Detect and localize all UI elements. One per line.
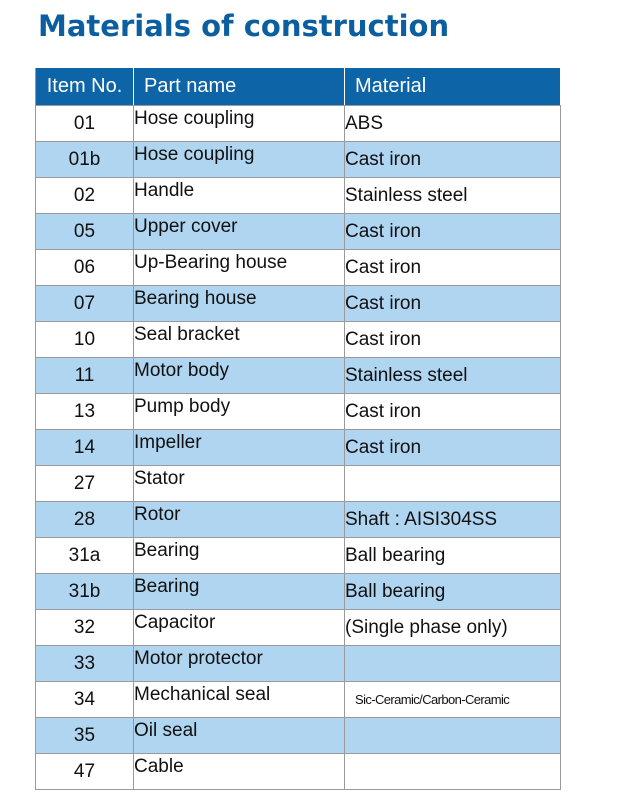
table-row [36, 610, 561, 646]
part-name-cell [134, 286, 345, 322]
part-name-cell [134, 214, 345, 250]
materials-table [35, 67, 561, 790]
part-name-cell [134, 610, 345, 646]
part-name-text: Up-Bearing house [134, 251, 288, 273]
part-name-text: Bearing [134, 539, 200, 561]
table-row [36, 250, 561, 286]
part-name-text: Handle [134, 179, 195, 201]
table-body [36, 106, 561, 790]
header-item-no: Item No. [36, 68, 134, 106]
item-no-cell: 05 [36, 214, 134, 250]
material-cell: Cast iron [345, 142, 561, 178]
part-name-cell [134, 718, 345, 754]
part-name-text: Stator [134, 467, 185, 489]
part-name-text: Capacitor [134, 611, 216, 633]
part-name-cell [134, 142, 345, 178]
part-name-cell [134, 538, 345, 574]
item-no-cell: 14 [36, 430, 134, 466]
table-row [36, 646, 561, 682]
part-name-text: Motor protector [134, 647, 263, 669]
material-cell: Cast iron [345, 250, 561, 286]
material-cell: Cast iron [345, 286, 561, 322]
table-row [36, 394, 561, 430]
part-name-text: Rotor [134, 503, 181, 525]
part-name-cell [134, 250, 345, 286]
material-cell: Cast iron [345, 214, 561, 250]
item-no-cell: 01 [36, 106, 134, 142]
material-cell: Stainless steel [345, 178, 561, 214]
part-name-cell [134, 394, 345, 430]
part-name-cell [134, 466, 345, 502]
item-no-cell: 07 [36, 286, 134, 322]
table-row [36, 358, 561, 394]
material-cell: Cast iron [345, 430, 561, 466]
part-name-cell [134, 574, 345, 610]
material-cell [345, 646, 561, 682]
part-name-text: Bearing [134, 575, 200, 597]
item-no-cell: 01b [36, 142, 134, 178]
item-no-cell: 28 [36, 502, 134, 538]
table-row [36, 502, 561, 538]
part-name-text: Oil seal [134, 719, 198, 741]
item-no-cell: 35 [36, 718, 134, 754]
material-cell: Shaft : AISI304SS [345, 502, 561, 538]
item-no-cell: 27 [36, 466, 134, 502]
page-title: Materials of construction [38, 9, 450, 43]
material-cell: Ball bearing [345, 574, 561, 610]
part-name-cell [134, 754, 345, 790]
part-name-cell [134, 322, 345, 358]
table-row [36, 538, 561, 574]
item-no-cell: 33 [36, 646, 134, 682]
item-no-cell: 47 [36, 754, 134, 790]
item-no-cell: 10 [36, 322, 134, 358]
part-name-text: Upper cover [134, 215, 238, 237]
material-cell [345, 466, 561, 502]
part-name-text: Cable [134, 755, 184, 777]
part-name-cell [134, 646, 345, 682]
item-no-cell: 31b [36, 574, 134, 610]
table-row [36, 682, 561, 718]
part-name-text: Motor body [134, 359, 230, 381]
material-cell: Cast iron [345, 394, 561, 430]
part-name-cell [134, 682, 345, 718]
table-row [36, 142, 561, 178]
item-no-cell: 06 [36, 250, 134, 286]
table-row [36, 430, 561, 466]
material-cell: Cast iron [345, 322, 561, 358]
part-name-text: Impeller [134, 431, 202, 453]
part-name-cell [134, 502, 345, 538]
part-name-text: Hose coupling [134, 143, 255, 165]
part-name-text: Mechanical seal [134, 683, 271, 705]
material-cell [345, 754, 561, 790]
part-name-cell [134, 358, 345, 394]
table-header-row [36, 68, 561, 106]
header-material: Material [345, 68, 561, 106]
part-name-text: Seal bracket [134, 323, 240, 345]
table-row [36, 754, 561, 790]
item-no-cell: 34 [36, 682, 134, 718]
table-row [36, 106, 561, 142]
material-cell: Stainless steel [345, 358, 561, 394]
part-name-text: Bearing house [134, 287, 257, 309]
table-row [36, 718, 561, 754]
table-row [36, 322, 561, 358]
material-cell [345, 718, 561, 754]
part-name-cell [134, 106, 345, 142]
item-no-cell: 13 [36, 394, 134, 430]
table-row [36, 286, 561, 322]
table-row [36, 178, 561, 214]
table-row [36, 574, 561, 610]
item-no-cell: 11 [36, 358, 134, 394]
part-name-text: Pump body [134, 395, 231, 417]
material-cell: (Single phase only) [345, 610, 561, 646]
item-no-cell: 02 [36, 178, 134, 214]
part-name-text: Hose coupling [134, 107, 255, 129]
material-cell: ABS [345, 106, 561, 142]
material-cell: Ball bearing [345, 538, 561, 574]
item-no-cell: 32 [36, 610, 134, 646]
material-cell: Sic-Ceramic/Carbon-Ceramic [345, 682, 561, 718]
header-part-name: Part name [134, 68, 345, 106]
item-no-cell: 31a [36, 538, 134, 574]
part-name-cell [134, 430, 345, 466]
part-name-cell [134, 178, 345, 214]
table-row [36, 466, 561, 502]
table-row [36, 214, 561, 250]
